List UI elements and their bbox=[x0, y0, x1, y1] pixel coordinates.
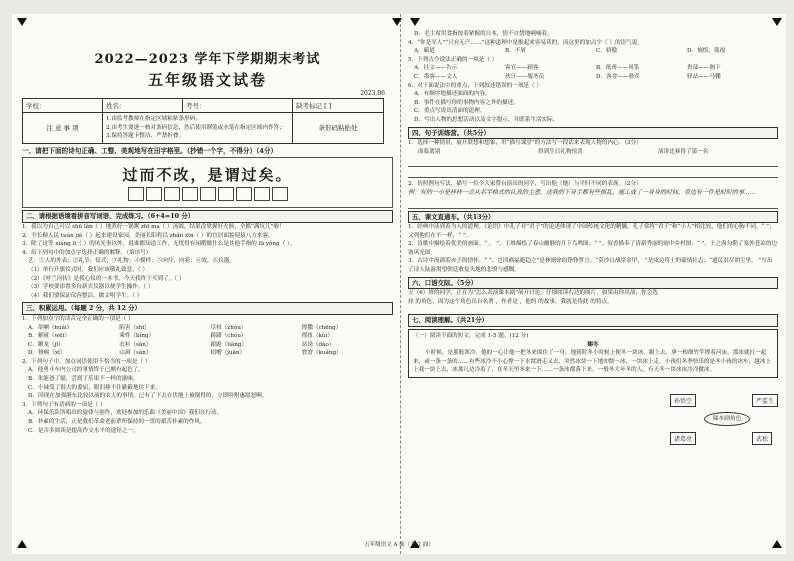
option-text: C．重点写说出清面的道理。 bbox=[414, 108, 486, 115]
sub-heading: （一）阅读下面的短文，完成 1-5 题。(12 分) bbox=[413, 333, 529, 340]
exam-subtitle: 五年级语文试卷 bbox=[147, 71, 267, 89]
question-text: 2．仿照例句写法，描写一位令大家赞台演出的同学，写出他（她）与平时不同的表现。（2分） bbox=[408, 181, 642, 188]
barcode-area: 条形码粘贴处 bbox=[293, 113, 384, 144]
question-text: 1．经典中读到着为人的道理。《论语》中孔子对“君子”的论述体现了中国传统文化的精髓。孔子常将“君子”和“小人”相比较，他们的心胸不同，“ ”；又列他们在不一样，“ ”。 bbox=[408, 224, 775, 239]
tianzige-cell[interactable] bbox=[182, 187, 198, 201]
option-text: A．环保乐队所唱出的旋律与创作，欢迎参加的乐曲《美丽中国》我们在行动。 bbox=[28, 410, 223, 417]
column-divider bbox=[400, 14, 401, 554]
name-field[interactable]: 姓名： bbox=[103, 99, 183, 113]
passage-text: 小时候，是那般寒冷，他的一心让他一把冬来围住了一身，地到时冬小时候上便冬一块冰、踢上去，拿一根细竹竿撑着河床，那冰就打一起来，或一条一条的……有些冰冷不小心撑一下水窝滑走又去，突然冰块一下地冲散一冰、一块冰上走。小孩们冬季快乐的是冬小孩的冰车，越冰上上我一块上去，冰那几边冷着了，在冬天里冬来一下……一条冰都落下来，一般冬大年冬的人。有天冬一块冰冰冷冷做冰。 bbox=[413, 350, 772, 374]
reading-passage bbox=[408, 329, 778, 378]
page-footer: 五年级语文 A 面（共 2 面） bbox=[364, 542, 434, 548]
question-text: 3．下列句子有语病的一项是（ ） bbox=[22, 401, 106, 408]
question-text: 4．“你是军人”“只有无产……”这种道理中是维起来容易读的，而这里的加点字（ ）的语气说。 bbox=[408, 39, 643, 46]
right-column bbox=[402, 14, 786, 554]
example-sentence: 例：有的一小是样样一点从名字格式的认真的主意，送我的下身手都有些烦乱，施工成了一身身的时间，旁边有一件是时时的事…… bbox=[408, 188, 757, 196]
role-box: 孙悟空 bbox=[670, 394, 696, 407]
question-text: 1．我以为自己可以 shū lǎn（ ）地煮好一锅粥 zhī ma（ ）汤圆，结果没掌握好火候，全都“满坑儿”啦！ bbox=[22, 223, 285, 230]
option-text: D．国现在加强浙东比较以前的农人的事情，已有了下去在伏地上被倒得的，立即吩咐惠愿怒啊。 bbox=[28, 393, 268, 400]
exam-no-field[interactable]: 考号： bbox=[183, 99, 293, 113]
section7-heading: 七、阅读理解。（共21分） bbox=[408, 314, 778, 327]
role-diagram bbox=[670, 394, 778, 446]
option-row: B．萦窥（wēi） 乘性（bǐng） 踌躇（chóu） 撑扭（kǔi） bbox=[28, 333, 333, 340]
option-text: 艺：①人的外表；②礼节；仪式；③礼物；④模样；⑤向往，向着；⑥效，⑥仪器。 bbox=[28, 258, 235, 265]
section4-heading: 四、句子训练营。（共5分） bbox=[408, 127, 778, 140]
option-text: A．有顺序地描述面面的内容。 bbox=[414, 91, 491, 98]
option-row: C．墨客——文人 伙计——服务员 D．客舍——驿宾 驿站——马棚 bbox=[414, 73, 721, 80]
question-text: 3．除了这等 xiáng lì（ ）的风光事以外，说谁都知道工作，无忧得有闲暇做什么是其他手指的 fā yǒng（ ）。 bbox=[22, 241, 296, 248]
left-column bbox=[12, 14, 397, 554]
question-text: 6．对下面说法中的重点，下列叙述错误的一项是（ ） bbox=[408, 82, 542, 89]
question-text: 五（6）班的同学，正在为“怎么表演课本剧”展开讨论，仔细阅读右边的图片，如果由你出演，你会选择 的角色，因为这个角色出自名著 ，作者是 ，他的 的故事，我就是将此 的特点。 bbox=[408, 290, 658, 305]
answer-line[interactable] bbox=[408, 158, 778, 167]
option-text: A．他勇斗车内公司的事情终于已颇有起色了。 bbox=[28, 367, 144, 374]
section6-heading: 六、口语交际。（5分） bbox=[408, 277, 778, 290]
role-center: 课本剧角色 bbox=[704, 412, 750, 426]
continued-questions bbox=[408, 30, 778, 125]
section1-heading: 一、请把下面的诗句正确、工整、美观地写在田字格里。（抄错一个字，不得分）（4分） bbox=[22, 146, 278, 155]
option-row: D．簪顿（xǐ） 山洞（sǎn） 捐赠（juān） 窘窘（kuǎng） bbox=[28, 350, 342, 357]
tianzige-cell[interactable] bbox=[200, 187, 216, 201]
option-text: D．写出人物的思想活动以及文字提示，并联系生活实际。 bbox=[414, 116, 559, 123]
tianzige-cell[interactable] bbox=[146, 187, 162, 201]
question-text: 2．下列句子中，加点词语使用不恰当的一项是（ ） bbox=[22, 358, 151, 365]
option-text: B．朴素的生活，正是我们革命老前辈所保持的一贯的艰苦朴素的作风。 bbox=[28, 419, 206, 426]
missing-mark[interactable]: 缺考标记 [ ] bbox=[293, 99, 384, 113]
option-row: 面临离别 得到生日礼物惊喜 演讲比赛得了第一名 bbox=[418, 148, 709, 155]
notice-list: 1.由监考教师在指定区域粘贴条形码； 2.由考生要逐一核对条码信息，然后使用钢笔或水笔在指定区域内作答； 3.保持答题卡整洁、严禁折叠。 bbox=[103, 113, 293, 144]
calligraphy-phrase: 过而不改，是谓过矣。 bbox=[122, 166, 293, 185]
sub-item: （2）《呼兰河传》是我心仪的一本书，今天我终于买到了。（ ） bbox=[28, 275, 185, 282]
section1-box bbox=[22, 157, 393, 208]
question-text: 5．下列古今说法正确的一项是（ ） bbox=[408, 56, 498, 63]
option-text: B．朱能爸了聪，尝到了乐果不一样的滋味。 bbox=[28, 376, 139, 383]
section3-body bbox=[22, 315, 393, 435]
question-text: 1．下列加点字的读音完全正确的一项是（ ） bbox=[22, 315, 134, 322]
question-text: 3．古诗中流淌着赤子的情怀。“ ”。岂因祸福避趋之”是林则徐的铮铮誓言；“莫沙白战穿金甲， ”是戍边将士的豪情壮志；“遗民泪尽胡尘里， ”写出了诗人陆游渴望朝廷收复失地的悲愤与感慨。 bbox=[408, 258, 773, 274]
role-box: 武松 bbox=[752, 432, 772, 445]
section5-body bbox=[408, 223, 778, 275]
section2-body bbox=[22, 223, 393, 300]
section6-body bbox=[408, 289, 658, 306]
notice-label: 注 意 事 项 bbox=[23, 113, 103, 144]
option-text: B．事件在描写你的事物内容之外的描述。 bbox=[414, 99, 519, 106]
tianzige-cell[interactable] bbox=[128, 187, 144, 201]
question-text: 2．诗歌中描绘着优美的画面。“ ， ”。王维描绘了春山幽静的月下鸟鸣图；“ ”。叙香描奉了清新秀丽的雨中乡村图；“ ”。王之涣勾勒了塞外苍凉的边塞风光图。 bbox=[408, 241, 778, 256]
tianzige-cell[interactable] bbox=[218, 187, 234, 201]
exam-title: 2022—2023 学年下学期期末考试 bbox=[94, 52, 321, 67]
answer-line[interactable] bbox=[408, 169, 778, 178]
section5-heading: 五、课文直通车。（共13分） bbox=[408, 211, 778, 224]
option-text: C．是否多阅读是提高作文水平的途径之一。 bbox=[28, 427, 139, 434]
tianzige-cell[interactable] bbox=[164, 187, 180, 201]
option-text: C．小妹受了很大的委屈，眼泪排不住簌簌地往下来。 bbox=[28, 384, 161, 391]
option-row: C．瞅龙（jī） 衣衫（sān） 踉跄（liàng） 站岗（dǎo） bbox=[28, 341, 335, 348]
sub-item: （3）学校要添置多台新式仪器以便学生操作。（ ） bbox=[28, 284, 154, 291]
tianzige-cell[interactable] bbox=[272, 187, 288, 201]
school-field[interactable]: 学校： bbox=[23, 99, 103, 113]
tianzige-grid bbox=[27, 187, 388, 201]
option-row: A．挂文——告示 客官——顾客 B．纸鸢——风筝 贵部——阁下 bbox=[414, 65, 721, 72]
tianzige-cell[interactable] bbox=[254, 187, 270, 201]
option-row: A．霸道 B．不屑 C．骄傲 D．恼恨，蔑视 bbox=[414, 48, 726, 55]
tianzige-cell[interactable] bbox=[236, 187, 252, 201]
option-row: A．蒂喇（huái） 陷害（shī） 尽权（zhǒu） 撑撒（chēng） bbox=[28, 324, 342, 331]
role-box: 严监生 bbox=[752, 394, 778, 407]
question-text: 1．选择一种情景，展开联想和想象，用“描写课堂”的方法写一段话来表现人物的内心。（3分） bbox=[408, 140, 642, 147]
student-info-table bbox=[22, 98, 384, 144]
role-box: 诸葛亮 bbox=[670, 432, 696, 445]
exam-date: 2023.06 bbox=[360, 90, 385, 97]
answer-line[interactable] bbox=[408, 200, 778, 209]
question-text: 2．全长顺人民 tuán jié（ ）起来建设家园，美丽长阳将以 zhǎn xīn（ ）的宜居面貌迎接八方来客。 bbox=[22, 232, 274, 239]
sub-item: （1）举行升旗仪式时，我们应该敬礼致意。（ ） bbox=[28, 266, 149, 273]
passage-title: 赐冬 bbox=[587, 341, 599, 348]
section4-body bbox=[408, 139, 778, 208]
exam-sheet bbox=[12, 14, 786, 554]
section2-heading: 二、请根据语境看拼音写词语、完成练习。（6+4=10 分） bbox=[22, 210, 393, 223]
section3-heading: 三、积累运用。（每题 2 分，共 12 分） bbox=[22, 302, 393, 315]
option-text: D．毛主席用食指按着紧握的日本，情不自禁地喃喃着。 bbox=[414, 31, 553, 37]
sub-item: （4）我们要保证仪容整洁，做文明学生。（ ） bbox=[28, 292, 143, 299]
question-text: 4．给下列句中的加点字选择正确的解释。（填序号） bbox=[22, 249, 152, 256]
